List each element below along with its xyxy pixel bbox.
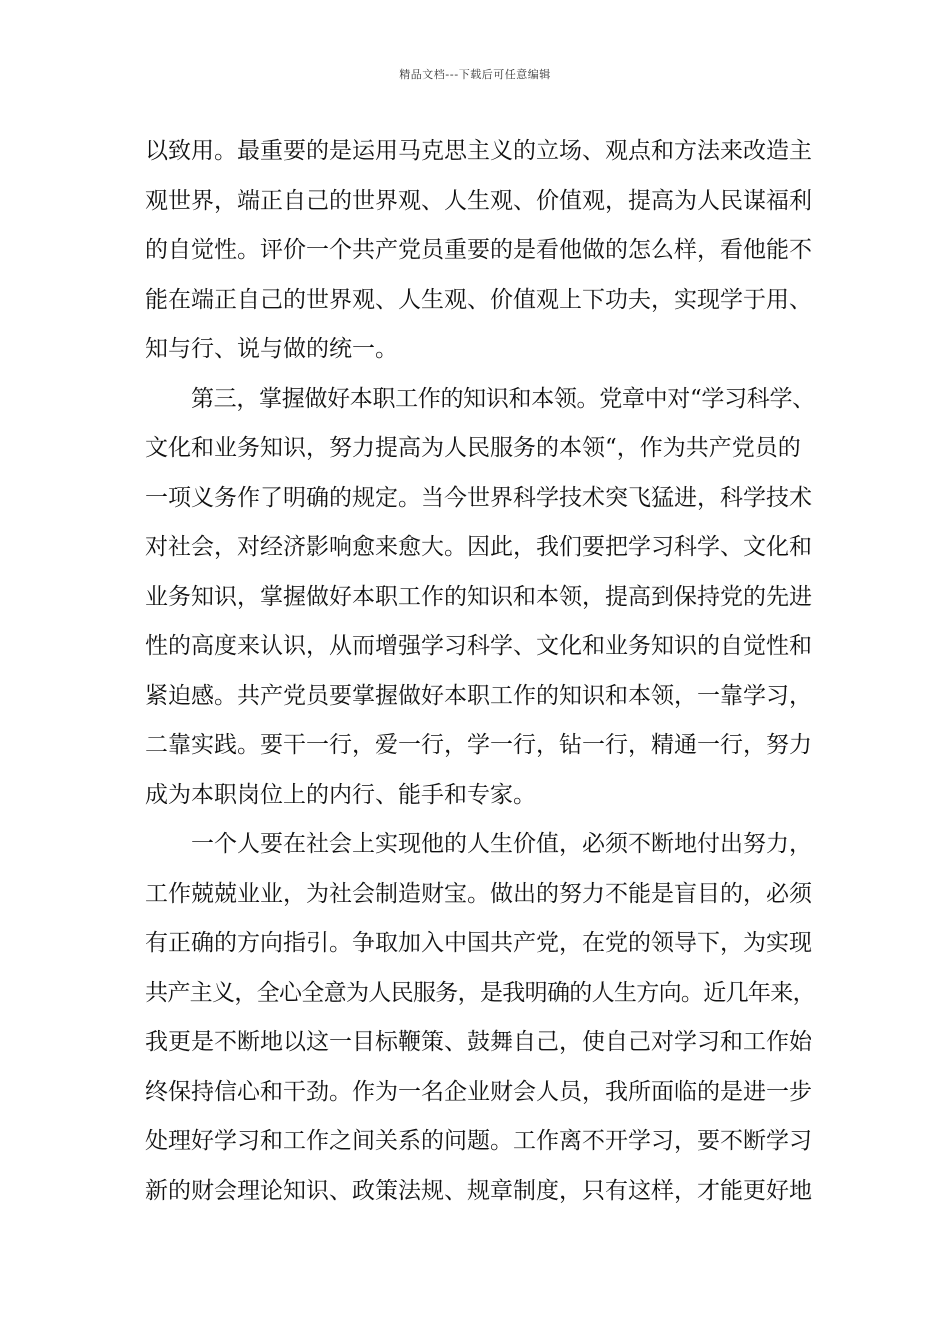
text-line: 新的财会理论知识、政策法规、规章制度，只有这样，才能更好地	[145, 1177, 812, 1204]
text-line: 处理好学习和工作之间关系的问题。工作离不开学习，要不断学习	[145, 1128, 812, 1154]
text-line: 业务知识，掌握做好本职工作的知识和本领，提高到保持党的先进	[145, 583, 812, 610]
text-line: 终保持信心和干劲。作为一名企业财会人员，我所面临的是进一步	[145, 1078, 812, 1105]
text-line: 对社会，对经济影响愈来愈大。因此，我们要把学习科学、文化和	[145, 534, 812, 560]
text-line: 能在端正自己的世界观、人生观、价值观上下功夫，实现学于用、	[145, 286, 812, 313]
text-line: 知与行、说与做的统一。	[145, 336, 398, 362]
document-body	[145, 127, 815, 1216]
text-line: 第三，掌握做好本职工作的知识和本领。党章中对“学习科学、	[191, 385, 815, 412]
text-line: 的自觉性。评价一个共产党员重要的是看他做的怎么样，看他能不	[145, 237, 812, 263]
text-line: 有正确的方向指引。争取加入中国共产党，在党的领导下，为实现	[145, 930, 812, 956]
text-line: 紧迫感。共产党员要掌握做好本职工作的知识和本领，一靠学习，	[145, 682, 812, 709]
text-line: 性的高度来认识，从而增强学习科学、文化和业务知识的自觉性和	[145, 633, 812, 659]
text-line: 共产主义，全心全意为人民服务，是我明确的人生方向。近几年来，	[145, 979, 815, 1006]
text-line: 文化和业务知识，努力提高为人民服务的本领“，作为共产党员的	[145, 435, 801, 461]
text-line: 二靠实践。要干一行，爱一行，学一行，钻一行，精通一行，努力	[145, 732, 812, 758]
text-line: 我更是不断地以这一目标鞭策、鼓舞自己，使自己对学习和工作始	[145, 1029, 812, 1055]
text-line: 观世界，端正自己的世界观、人生观、价值观，提高为人民谋福利	[145, 187, 812, 214]
text-line: 一个人要在社会上实现他的人生价值，必须不断地付出努力，	[191, 831, 812, 857]
text-line: 一项义务作了明确的规定。当今世界科学技术突飞猛进，科学技术	[145, 484, 812, 511]
page-header: 精品文档---下载后可任意编辑	[399, 68, 551, 81]
text-line: 成为本职岗位上的内行、能手和专家。	[145, 781, 536, 808]
text-line: 工作兢兢业业，为社会制造财宝。做出的努力不能是盲目的，必须	[145, 880, 812, 907]
text-line: 以致用。最重要的是运用马克思主义的立场、观点和方法来改造主	[145, 138, 812, 164]
